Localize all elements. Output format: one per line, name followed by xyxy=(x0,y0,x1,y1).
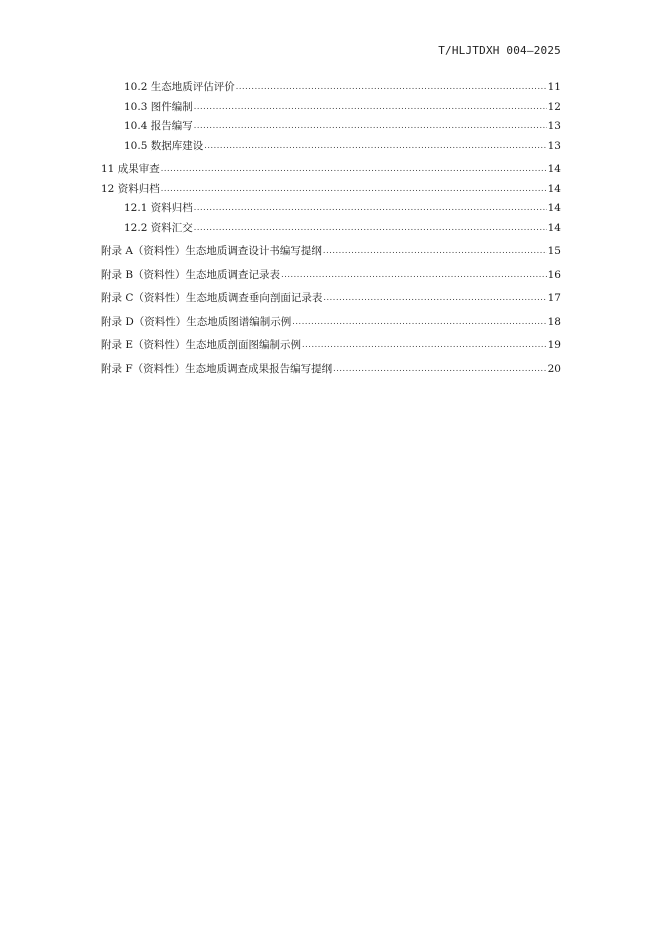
toc-leader-dots xyxy=(236,77,547,97)
toc-leader-dots xyxy=(302,335,547,355)
toc-entry-label: 10.4 报告编写 xyxy=(124,120,193,132)
toc-leader-dots xyxy=(194,97,547,117)
toc-leader-dots xyxy=(323,241,547,261)
toc-entry[interactable] xyxy=(101,160,561,180)
toc-entry-page-number: 14 xyxy=(547,163,561,175)
toc-entry-page-number: 19 xyxy=(547,339,561,351)
toc-entry-page-number: 11 xyxy=(547,81,561,93)
toc-entry-page-number: 17 xyxy=(547,292,561,304)
toc-entry-label: 附录 A（资料性）生态地质调查设计书编写提纲 xyxy=(101,245,322,257)
toc-entry[interactable] xyxy=(101,78,561,98)
toc-leader-dots xyxy=(161,179,547,199)
document-code-header: T/HLJTDXH 004—2025 xyxy=(438,44,561,57)
toc-entry-page-number: 20 xyxy=(547,362,561,375)
toc-entry-label: 附录 E（资料性）生态地质剖面图编制示例 xyxy=(101,339,302,351)
toc-entry-page-number: 18 xyxy=(547,315,561,328)
toc-entry-label: 12 资料归档 xyxy=(101,182,160,195)
toc-entry-label: 附录 C（资料性）生态地质调查垂向剖面记录表 xyxy=(101,292,323,304)
toc-leader-dots xyxy=(161,159,547,179)
toc-leader-dots xyxy=(194,116,547,136)
toc-entry-label: 10.2 生态地质评估评价 xyxy=(124,81,235,93)
toc-entry[interactable] xyxy=(101,242,561,262)
toc-entry-page-number: 14 xyxy=(547,182,561,195)
toc-entry-label: 12.1 资料归档 xyxy=(124,202,193,214)
toc-entry-page-number: 14 xyxy=(547,202,561,214)
toc-entry[interactable] xyxy=(101,313,561,333)
toc-entry[interactable] xyxy=(101,266,561,286)
toc-leader-dots xyxy=(194,218,547,238)
toc-entry-label: 附录 D（资料性）生态地质图谱编制示例 xyxy=(101,315,292,328)
toc-entry-label: 附录 F（资料性）生态地质调查成果报告编写提纲 xyxy=(101,362,333,375)
table-of-contents xyxy=(101,78,561,379)
toc-entry[interactable] xyxy=(101,137,561,157)
toc-leader-dots xyxy=(323,288,546,308)
toc-entry-label: 附录 B（资料性）生态地质调查记录表 xyxy=(101,268,281,281)
toc-entry-label: 11 成果审查 xyxy=(101,163,160,175)
toc-entry[interactable] xyxy=(101,336,561,356)
toc-entry[interactable] xyxy=(101,98,561,118)
toc-entry-page-number: 16 xyxy=(547,268,561,281)
toc-leader-dots xyxy=(204,136,546,156)
toc-entry[interactable] xyxy=(101,180,561,200)
toc-entry[interactable] xyxy=(101,289,561,309)
toc-entry-page-number: 13 xyxy=(547,120,561,132)
toc-leader-dots xyxy=(194,198,547,218)
toc-leader-dots xyxy=(333,359,547,379)
toc-entry-page-number: 13 xyxy=(547,139,561,152)
toc-entry-label: 10.3 图件编制 xyxy=(124,100,193,113)
toc-entry[interactable] xyxy=(101,360,561,380)
toc-leader-dots xyxy=(281,265,547,285)
toc-entry[interactable] xyxy=(101,219,561,239)
toc-entry-page-number: 14 xyxy=(547,221,561,234)
toc-entry-label: 10.5 数据库建设 xyxy=(124,139,204,152)
toc-entry[interactable] xyxy=(101,117,561,137)
toc-entry-page-number: 12 xyxy=(547,100,561,113)
toc-leader-dots xyxy=(292,312,546,332)
toc-entry-label: 12.2 资料汇交 xyxy=(124,221,193,234)
toc-entry[interactable] xyxy=(101,199,561,219)
toc-entry-page-number: 15 xyxy=(547,245,561,257)
